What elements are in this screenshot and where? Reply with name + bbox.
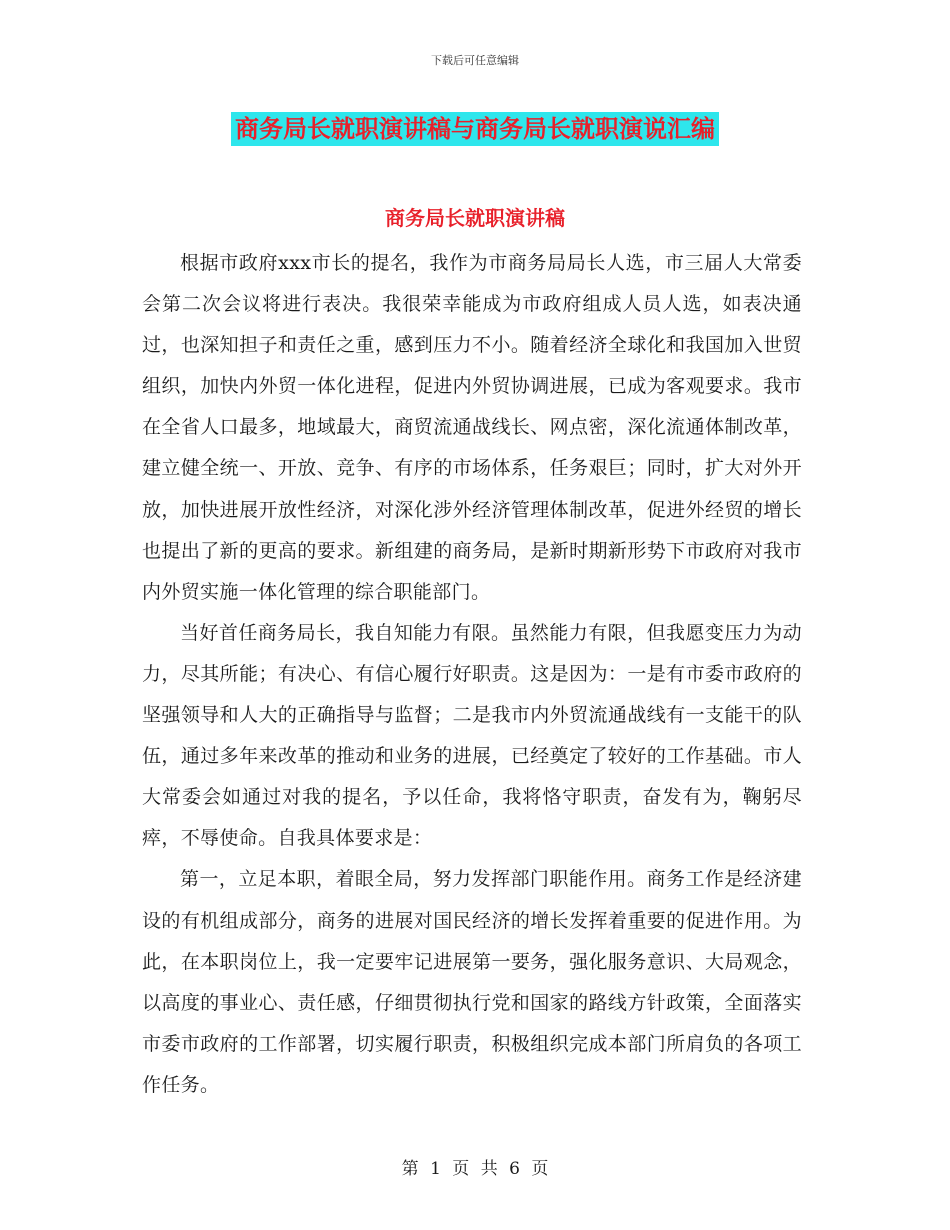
main-title-container (0, 112, 950, 146)
page-footer: 第 1 页 共 6 页 (401, 1159, 549, 1179)
main-title: 商务局长就职演讲稿与商务局长就职演说汇编 (231, 112, 719, 146)
section-title: 商务局长就职演讲稿 (385, 206, 565, 230)
paragraph: 第一，立足本职，着眼全局，努力发挥部门职能作用。商务工作是经济建设的有机组成部分，商务的进展对国民经济的增长发挥着重要的促进作用。为此，在本职岗位上，我一定要牢记进展第一要务，强化服务意识、大局观念，以高度的事业心、责任感，仔细贯彻执行党和国家的路线方针政策，全面落实市委市政府的工作部署，切实履行职责，积极组织完成本部门所肩负的各项工作任务。 (142, 868, 802, 1096)
paragraph: 根据市政府xxx市长的提名，我作为市商务局局长人选，市三届人大常委会第二次会议将进行表决。我很荣幸能成为市政府组成人员人选，如表决通过，也深知担子和责任之重，感到压力不小。随着经济全球化和我国加入世贸组织，加快内外贸一体化进程，促进内外贸协调进展，已成为客观要求。我市在全省人口最多，地域最大，商贸流通战线长、网点密，深化流通体制改革，建立健全统一、开放、竞争、有序的市场体系，任务艰巨；同时，扩大对外开放，加快进展开放性经济，对深化涉外经济管理体制改革，促进外经贸的增长也提出了新的更高的要求。新组建的商务局，是新时期新形势下市政府对我市内外贸实施一体化管理的综合职能部门。 (142, 252, 802, 603)
header-note: 下载后可任意编辑 (431, 54, 519, 67)
paragraph: 当好首任商务局长，我自知能力有限。虽然能力有限，但我愿变压力为动力，尽其所能；有决心、有信心履行好职责。这是因为：一是有市委市政府的坚强领导和人大的正确指导与监督；二是我市内外贸流通战线有一支能干的队伍，通过多年来改革的推动和业务的进展，已经奠定了较好的工作基础。市人大常委会如通过对我的提名，予以任命，我将恪守职责，奋发有为，鞠躬尽瘁，不辱使命。自我具体要求是： (142, 621, 802, 850)
body-text (142, 243, 802, 1106)
